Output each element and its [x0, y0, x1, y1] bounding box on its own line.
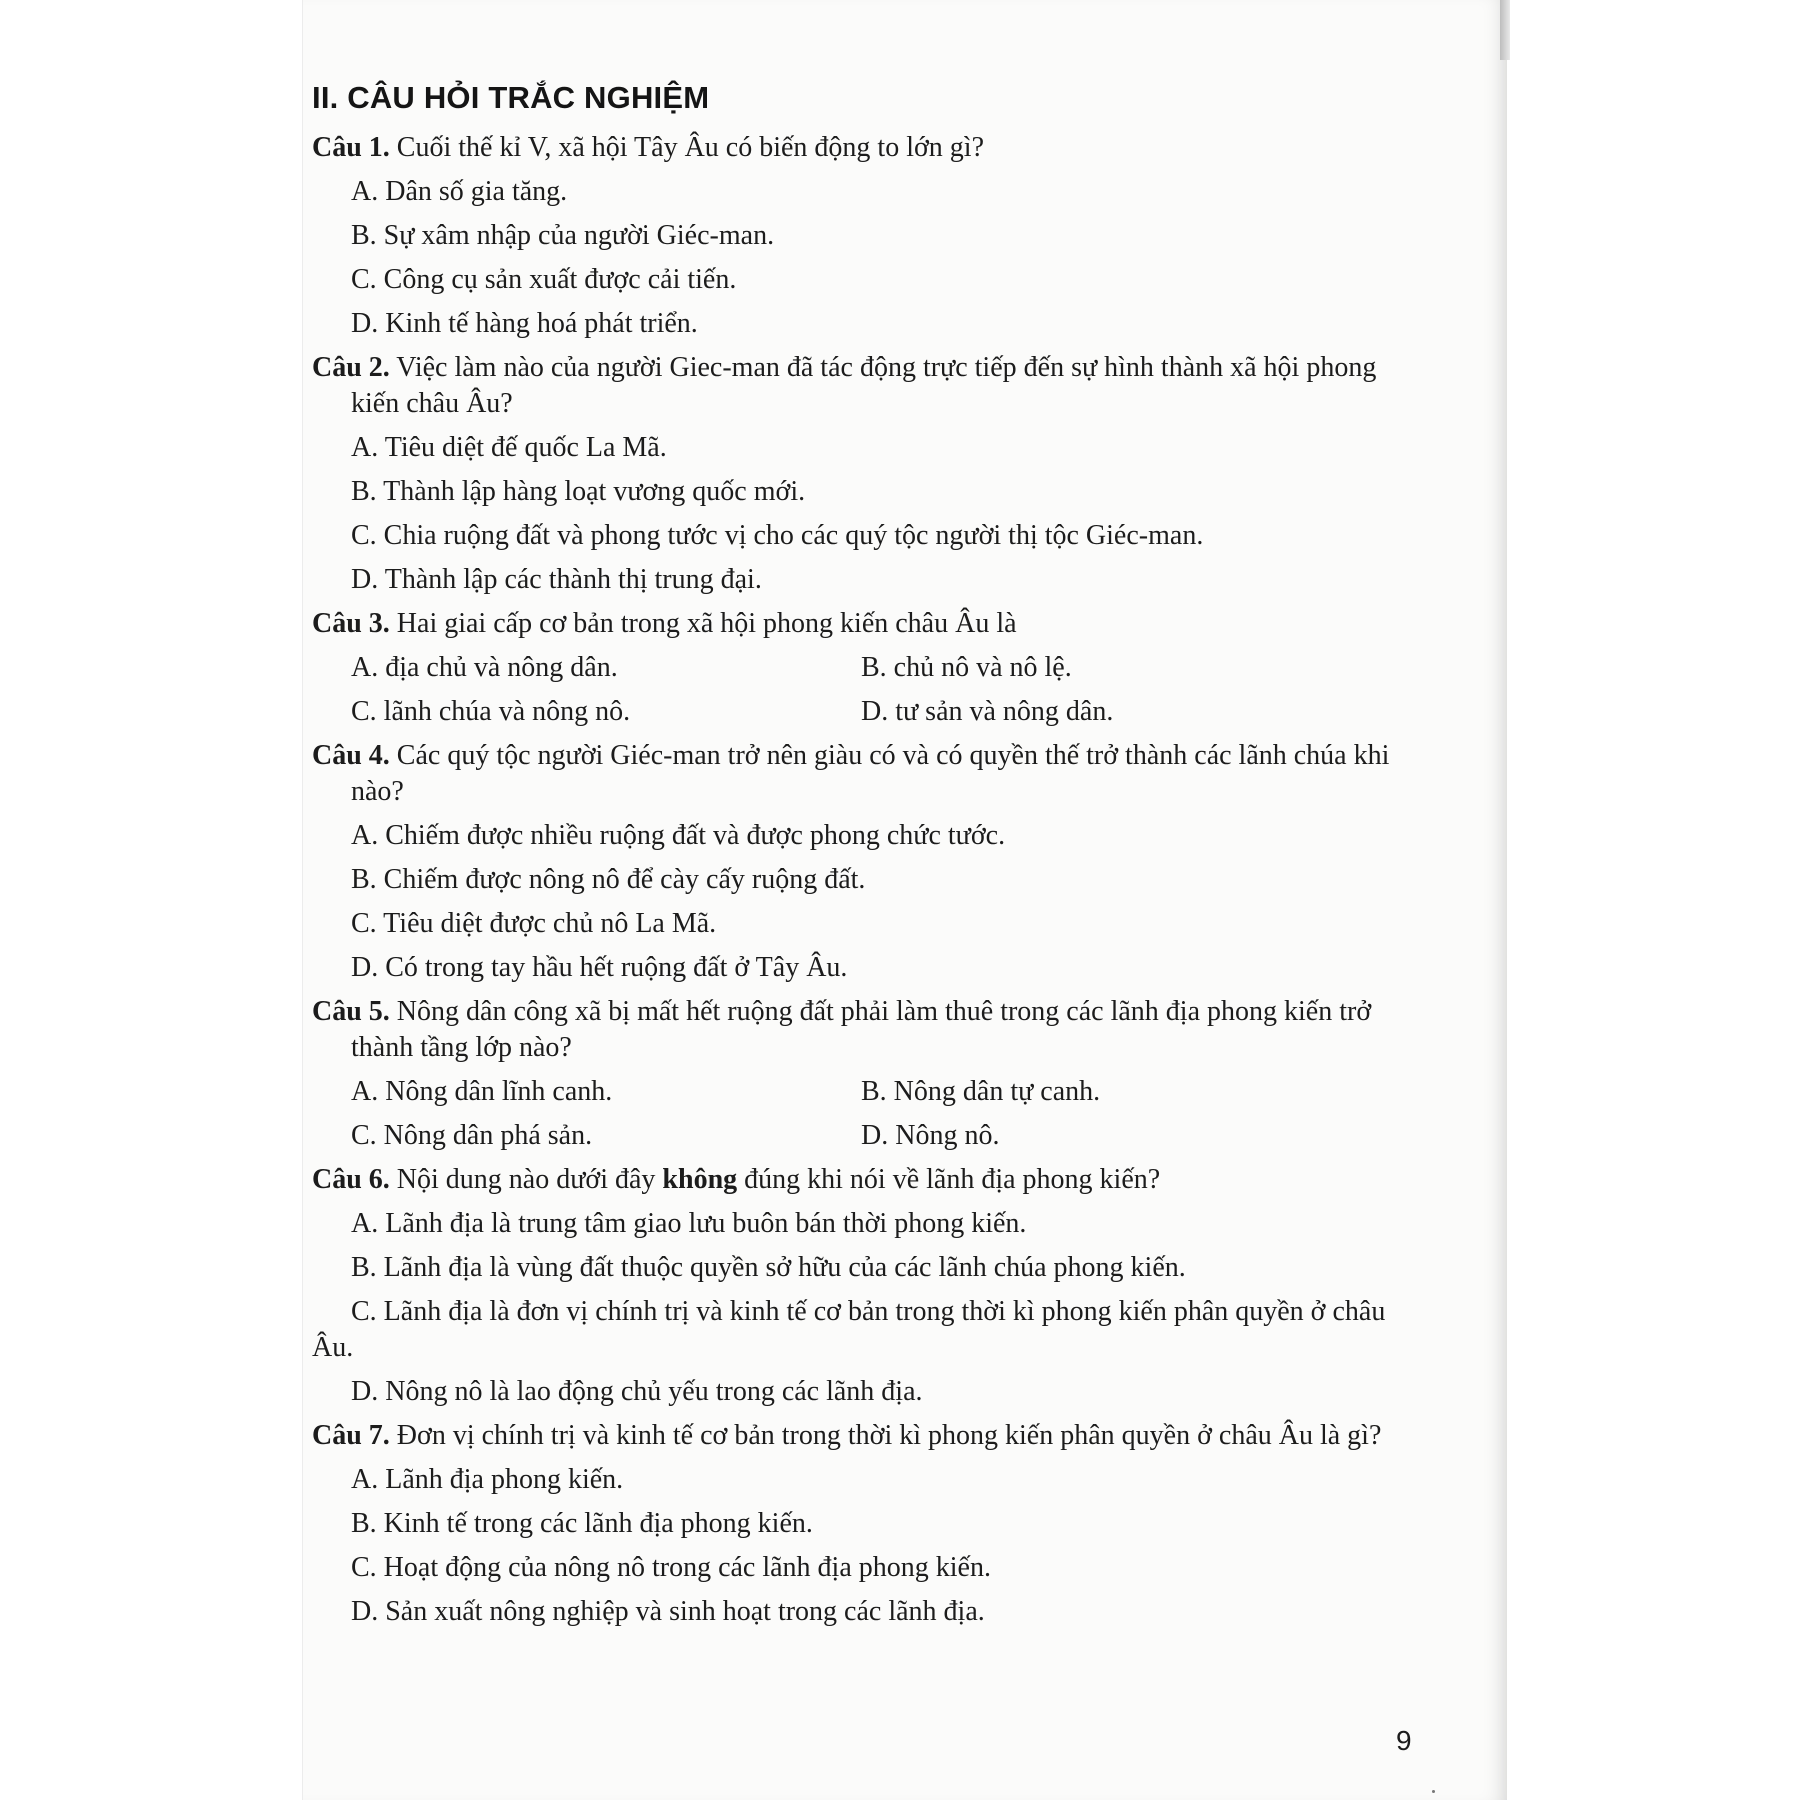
question-1 [312, 130, 1412, 342]
option-b: B. Thành lập hàng loạt vương quốc mới. [351, 476, 806, 507]
question-text: Các quý tộc người Giéc-man trở nên giàu có và có quyền thế trở thành các lãnh chúa khi nào? [351, 740, 1390, 807]
question-number: Câu 1. [312, 132, 390, 163]
question-number: Câu 7. [312, 1420, 390, 1451]
question-5 [312, 994, 1412, 1162]
question-list [312, 130, 1412, 1638]
option-c: C. Công cụ sản xuất được cải tiến. [351, 264, 737, 295]
question-stem [312, 1418, 1412, 1454]
question-text: Đơn vị chính trị và kinh tế cơ bản trong thời kì phong kiến phân quyền ở châu Âu là gì? [389, 1420, 1382, 1451]
option-a: A. Tiêu diệt đế quốc La Mã. [351, 432, 667, 463]
option-b: B. Sự xâm nhập của người Giéc-man. [351, 220, 775, 251]
page-edge [1500, 0, 1510, 60]
question-text: Cuối thế kỉ V, xã hội Tây Âu có biến động to lớn gì? [389, 132, 985, 163]
question-stem [312, 1162, 1412, 1198]
question-text: đúng khi nói về lãnh địa phong kiến? [737, 1164, 1161, 1195]
option-d: D. Nông nô là lao động chủ yếu trong các lãnh địa. [351, 1376, 923, 1407]
option-b: B. chủ nô và nô lệ. [861, 652, 1072, 683]
question-2 [312, 350, 1412, 598]
option-a: A. Lãnh địa là trung tâm giao lưu buôn bán thời phong kiến. [351, 1208, 1027, 1239]
question-number: Câu 2. [312, 352, 390, 383]
question-number: Câu 6. [312, 1164, 390, 1195]
option-b: B. Kinh tế trong các lãnh địa phong kiến. [351, 1508, 813, 1539]
option-b: B. Nông dân tự canh. [861, 1076, 1101, 1107]
question-stem [312, 130, 1412, 166]
option-b: B. Chiếm được nông nô để cày cấy ruộng đất. [351, 864, 866, 895]
question-stem [312, 738, 1412, 810]
question-4 [312, 738, 1412, 986]
option-b: B. Lãnh địa là vùng đất thuộc quyền sở hữu của các lãnh chúa phong kiến. [351, 1252, 1186, 1283]
question-number: Câu 3. [312, 608, 390, 639]
option-c: C. Tiêu diệt được chủ nô La Mã. [351, 908, 717, 939]
option-d: D. Kinh tế hàng hoá phát triển. [351, 308, 698, 339]
option-a: A. Chiếm được nhiều ruộng đất và được phong chức tước. [351, 820, 1006, 851]
question-text: Nông dân công xã bị mất hết ruộng đất phải làm thuê trong các lãnh địa phong kiến trở thành tầng lớp nào? [351, 996, 1372, 1063]
option-c: C. lãnh chúa và nông nô. [351, 696, 631, 727]
option-a: A. địa chủ và nông dân. [351, 652, 618, 683]
section-title: II. CÂU HỎI TRẮC NGHIỆM [312, 80, 710, 115]
question-stem [312, 606, 1412, 642]
option-a: A. Lãnh địa phong kiến. [351, 1464, 624, 1495]
question-text: Nội dung nào dưới đây [389, 1164, 663, 1195]
question-number: Câu 4. [312, 740, 390, 771]
option-c: C. Nông dân phá sản. [351, 1120, 593, 1151]
option-a: A. Dân số gia tăng. [351, 176, 568, 207]
question-7 [312, 1418, 1412, 1630]
option-d: D. Thành lập các thành thị trung đại. [351, 564, 762, 595]
option-a: A. Nông dân lĩnh canh. [351, 1076, 613, 1107]
option-d: D. tư sản và nông dân. [861, 696, 1114, 727]
question-text: Hai giai cấp cơ bản trong xã hội phong kiến châu Âu là [389, 608, 1017, 639]
question-stem [312, 994, 1412, 1066]
option-c: C. Lãnh địa là đơn vị chính trị và kinh tế cơ bản trong thời kì phong kiến phân quyền ở châu Âu. [312, 1296, 1386, 1363]
question-number: Câu 5. [312, 996, 390, 1027]
question-3 [312, 606, 1412, 738]
print-speck [1432, 1790, 1435, 1793]
page-number: 9 [1396, 1725, 1412, 1756]
question-6 [312, 1162, 1412, 1410]
option-c: C. Hoạt động của nông nô trong các lãnh địa phong kiến. [351, 1552, 991, 1583]
emphasis-word: không [662, 1164, 738, 1195]
option-d: D. Sản xuất nông nghiệp và sinh hoạt trong các lãnh địa. [351, 1596, 985, 1627]
question-text: Việc làm nào của người Giec-man đã tác động trực tiếp đến sự hình thành xã hội phong kiến châu Âu? [351, 352, 1377, 419]
option-c: C. Chia ruộng đất và phong tước vị cho các quý tộc người thị tộc Giéc-man. [351, 520, 1204, 551]
option-d: D. Nông nô. [861, 1120, 1000, 1151]
option-d: D. Có trong tay hầu hết ruộng đất ở Tây Âu. [351, 952, 848, 983]
question-stem [312, 350, 1412, 422]
